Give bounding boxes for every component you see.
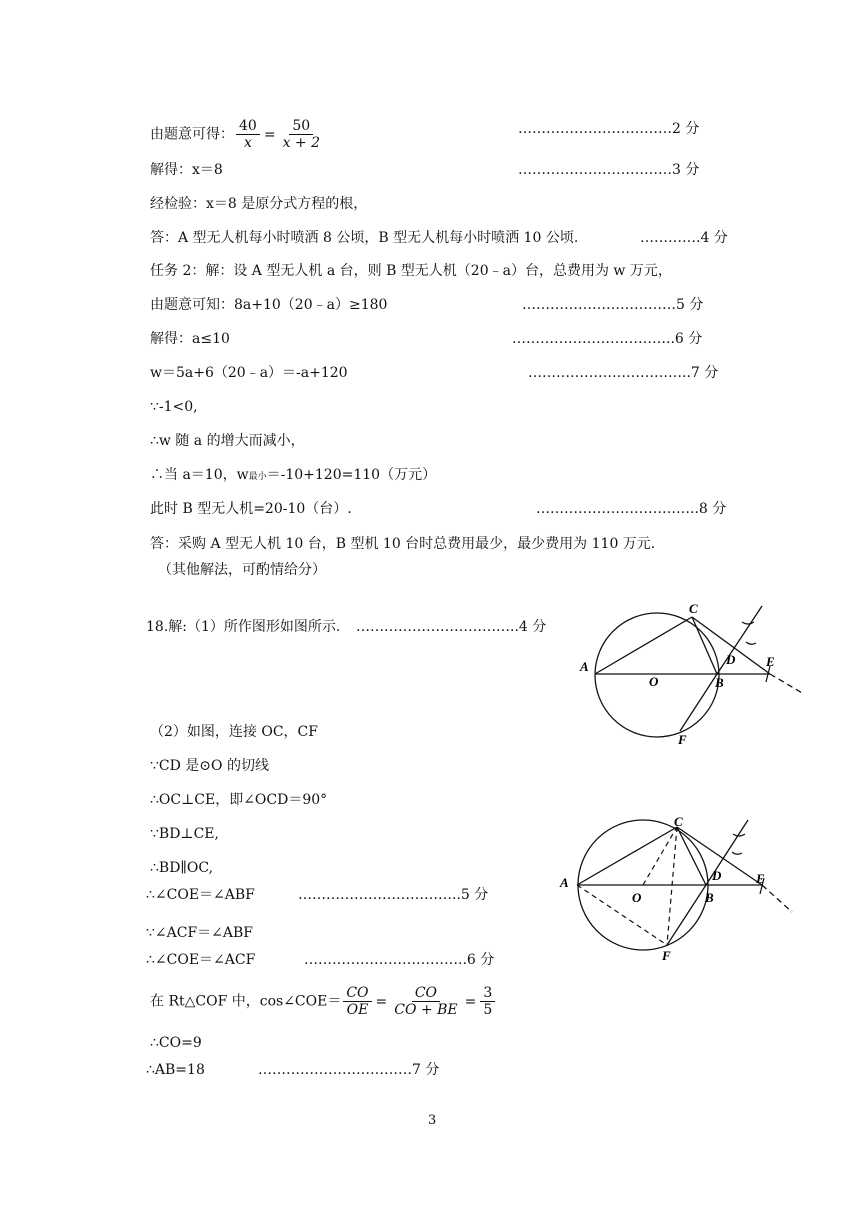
check-line: 经检验：x＝8 是原分式方程的根， (150, 196, 368, 212)
label-o: O (632, 890, 642, 905)
score-q18-7: ……………………………7 分 (258, 1062, 440, 1078)
other-methods-note: （其他解法，可酌情给分） (158, 562, 326, 578)
label-o: O (649, 674, 659, 689)
equals-sign: = (263, 126, 276, 143)
arc-mark-1 (742, 622, 754, 624)
minimum-cost-line: ∴当 a＝10，w最小＝-10+120=110（万元） (150, 467, 437, 483)
fraction-co-oe: $\frac{CO}{OE}$ (343, 985, 371, 1018)
label-b: B (705, 890, 714, 905)
label-e: E (756, 871, 765, 886)
label-c: C (689, 601, 698, 616)
segment-af-dashed (577, 885, 667, 945)
segment-cf-dashed (667, 827, 677, 945)
co-value: ∴CO=9 (150, 1035, 202, 1051)
segment-bf (680, 674, 717, 731)
q18-part2-intro: （2）如图，连接 OC，CF (150, 724, 318, 740)
geometry-figure-1 (570, 595, 810, 755)
q18-part1: 18.解:（1）所作图形如图所示. (146, 619, 341, 635)
solve-x: 解得：x＝8 (150, 162, 223, 178)
bd-parallel-oc: ∴BD∥OC, (150, 860, 214, 876)
arc-mark-2 (732, 852, 742, 854)
label-f: F (662, 948, 671, 963)
segment-ac (577, 827, 677, 885)
score-2: ……………………………2 分 (518, 121, 700, 137)
extension-dashed (762, 885, 792, 912)
fraction-40-over-x: $\frac{40}{x}$ (236, 118, 260, 151)
fraction-co-co-plus-be: $\frac{CO}{CO + BE}$ (394, 985, 458, 1018)
fraction-3-5: $\frac{3}{5}$ (480, 985, 495, 1018)
perpendicular-line: ∴OC⊥CE，即∠OCD＝90° (150, 792, 328, 808)
label-a: A (560, 875, 569, 890)
segment-oc-dashed (643, 827, 677, 885)
cosine-equation: 在 Rt△COF 中，cos∠COE＝ $\frac{CO}{OE}$ = $\frac{CO}{CO + BE}$ = $\frac{3}{5}$ (150, 985, 497, 1018)
answer-line-1: 答：A 型无人机每小时喷洒 8 公顷，B 型无人机每小时喷洒 10 公顷. (150, 230, 579, 246)
cost-function: w＝5a+6（20﹣a）＝-a+120 (150, 365, 348, 381)
geometry-figure-2 (550, 808, 800, 968)
score-3: ……………………………3 分 (518, 162, 700, 178)
label-e: E (766, 654, 775, 669)
angle-coe-abf: ∴∠COE＝∠ABF (146, 887, 255, 903)
b-count-line: 此时 B 型无人机=20-10（台）. (150, 501, 352, 517)
ab-value: ∴AB=18 (146, 1062, 205, 1078)
because-negative: ∵-1<0, (150, 399, 198, 415)
angle-coe-acf: ∴∠COE＝∠ACF (146, 952, 256, 968)
label-d: D (712, 868, 722, 883)
arc-mark-2 (746, 642, 756, 644)
score-q18-6: ……………………………..6 分 (304, 952, 495, 968)
label-f: F (678, 732, 687, 747)
solve-a: 解得：a≤10 (150, 331, 230, 347)
label-d: D (726, 652, 736, 667)
final-answer: 答：采购 A 型无人机 10 台，B 型机 10 台时总费用最少，最少费用为 110 万元. (150, 536, 656, 552)
tangent-line: ∵CD 是⊙O 的切线 (150, 758, 269, 774)
score-6: ……………………………..6 分 (512, 331, 703, 347)
page-number: 3 (428, 1113, 437, 1128)
score-7: ……………………………..7 分 (528, 365, 719, 381)
label-c: C (674, 814, 683, 829)
decreasing-line: ∴w 随 a 的增大而减小， (150, 433, 305, 449)
score-4: ………….4 分 (640, 230, 728, 246)
angle-acf-abf: ∵∠ACF＝∠ABF (146, 925, 254, 941)
label-b: B (715, 675, 724, 690)
label-a: A (580, 659, 589, 674)
extension-dashed (770, 674, 804, 694)
inequality-line: 由题意可知：8a+10（20﹣a）≥180 (150, 297, 388, 313)
subscript-min: 最小 (248, 472, 267, 482)
bd-perp-ce: ∵BD⊥CE, (150, 826, 219, 842)
equation-line-1 (150, 118, 325, 151)
score-8: ……………………………..8 分 (536, 501, 727, 517)
score-q18-4: ……………………………..4 分 (356, 619, 547, 635)
score-q18-5: ……………………………..5 分 (298, 887, 489, 903)
segment-ac (595, 617, 692, 674)
task2-setup: 任务 2：解：设 A 型无人机 a 台，则 B 型无人机（20﹣a）台，总费用为 w 万元， (150, 263, 672, 279)
score-5: ……………………………5 分 (522, 297, 704, 313)
fraction-50-over-x-plus-2: $\frac{50}{x + 2}$ (282, 118, 320, 151)
equation-prefix: 由题意可得： (150, 126, 234, 143)
